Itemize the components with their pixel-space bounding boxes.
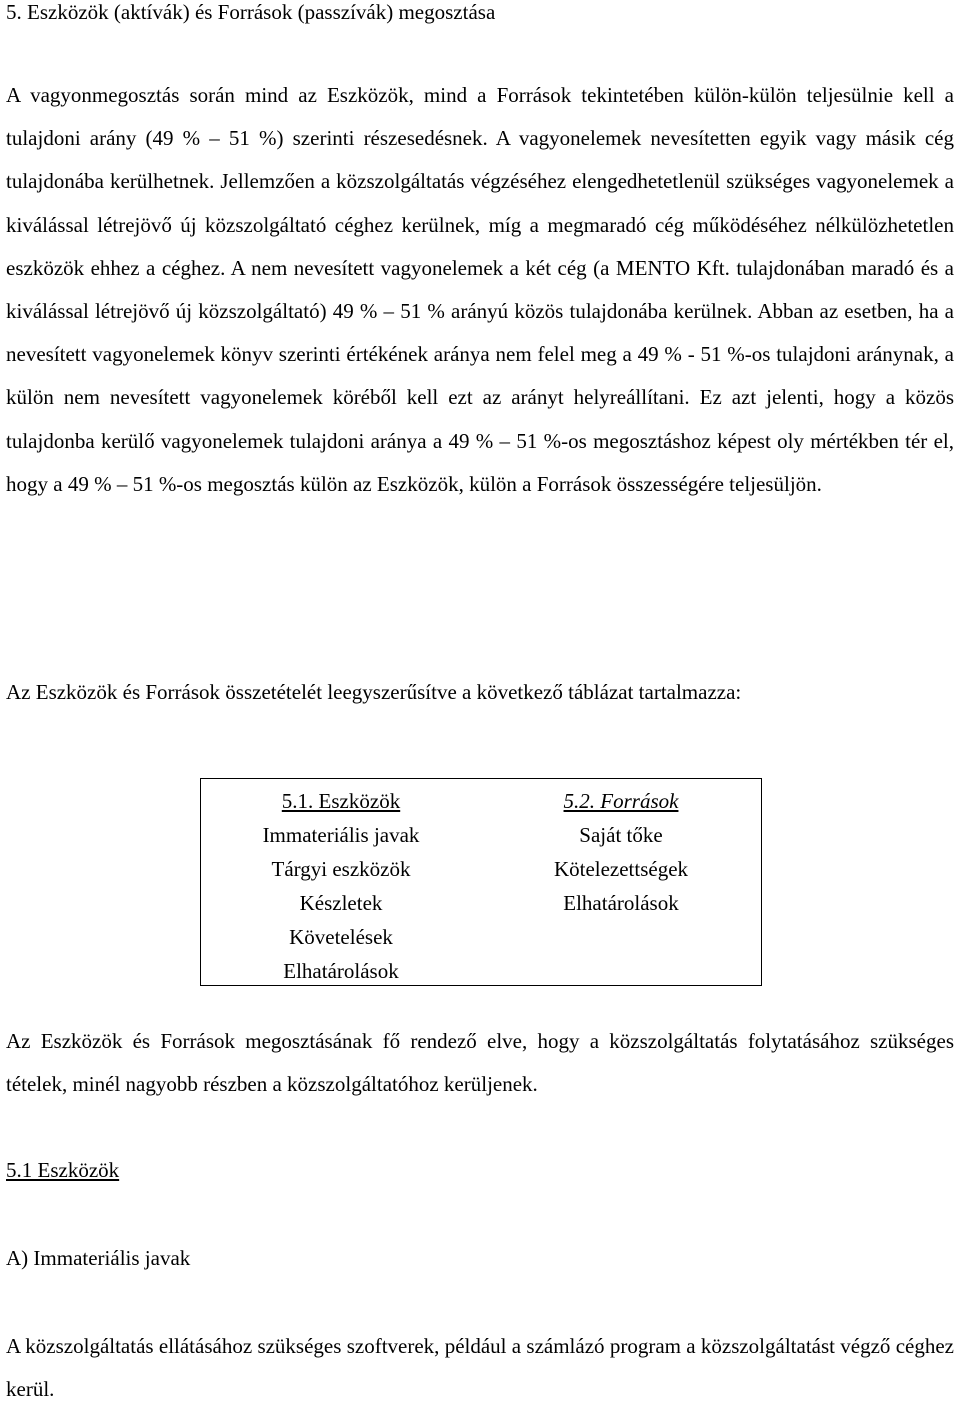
table-cell <box>481 954 761 988</box>
table-cell <box>481 920 761 954</box>
table-cell: Készletek <box>299 890 383 915</box>
table-cell: Elhatárolások <box>283 958 399 983</box>
assets-table <box>201 784 761 988</box>
subsubsection-title: A) Immateriális javak <box>6 1246 191 1270</box>
subsection-title: 5.1 Eszközök <box>6 1158 120 1182</box>
table-cell: Követelések <box>289 924 393 949</box>
table-row <box>201 920 761 954</box>
table-cell: Kötelezettségek <box>553 856 689 881</box>
intro-paragraph: A vagyonmegosztás során mind az Eszközök, mind a Források tekintetében külön-külön teljesülnie kell a tulajdoni arány (49 % – 51 %) szerinti részesedésnek. A vagyonelemek nevesítetten egyik vagy másik cég tulajdonába kerülhetnek. Jellemzően a közszolgáltatás végzéséhez elengedhetetlenül szükséges vagyonelemek a kiválással létrejövő új közszolgáltató céghez kerülnek, míg a megmaradó cég működéséhez nélkülözhetetlen eszközök ehhez a céghez. A nem nevesített vagyonelemek a két cég (a MENTO Kft. tulajdonában maradó és a kiválással létrejövő új közszolgáltató) 49 % – 51 % arányú közös tulajdonába kerülnek. Abban az esetben, ha a nevesített vagyonelemek könyv szerinti értékének aránya nem felel meg a 49 % - 51 %-os tulajdoni aránynak, a külön nem nevesített vagyonelemek köréből kell ezt az arányt helyreállítani. Ez azt jelenti, hogy a közös tulajdonba kerülő vagyonelemek tulajdoni aránya a 49 % – 51 %-os megosztáshoz képest oly mértékben tér el, hogy a 49 % – 51 %-os megosztás külön az Eszközök, külön a Források összességére teljesüljön. <box>6 83 954 496</box>
table-intro-paragraph: Az Eszközök és Források összetételét leegyszerűsítve a következő táblázat tartalmazza: <box>6 680 742 704</box>
assets-liabilities-table <box>200 778 762 986</box>
table-cell: Tárgyi eszközök <box>271 856 411 881</box>
table-row <box>201 954 761 988</box>
table-row <box>201 818 761 852</box>
liabilities-column-header: 5.2. Források <box>563 788 679 813</box>
table-header-row <box>201 784 761 818</box>
section-heading: 5. Eszközök (aktívák) és Források (passzívák) megosztása <box>6 0 496 24</box>
principle-paragraph: Az Eszközök és Források megosztásának fő rendező elve, hogy a közszolgáltatás folytatásához szükséges tételek, minél nagyobb részben a közszolgáltatóhoz kerüljenek. <box>6 1029 954 1097</box>
table-cell: Immateriális javak <box>262 822 420 847</box>
table-cell: Saját tőke <box>579 822 663 847</box>
assets-column-header: 5.1. Eszközök <box>281 788 401 813</box>
table-row <box>201 886 761 920</box>
software-paragraph: A közszolgáltatás ellátásához szükséges szoftverek, például a számlázó program a közszolgáltatást végző céghez kerül. <box>6 1334 954 1402</box>
table-row <box>201 852 761 886</box>
table-cell: Elhatárolások <box>563 890 679 915</box>
